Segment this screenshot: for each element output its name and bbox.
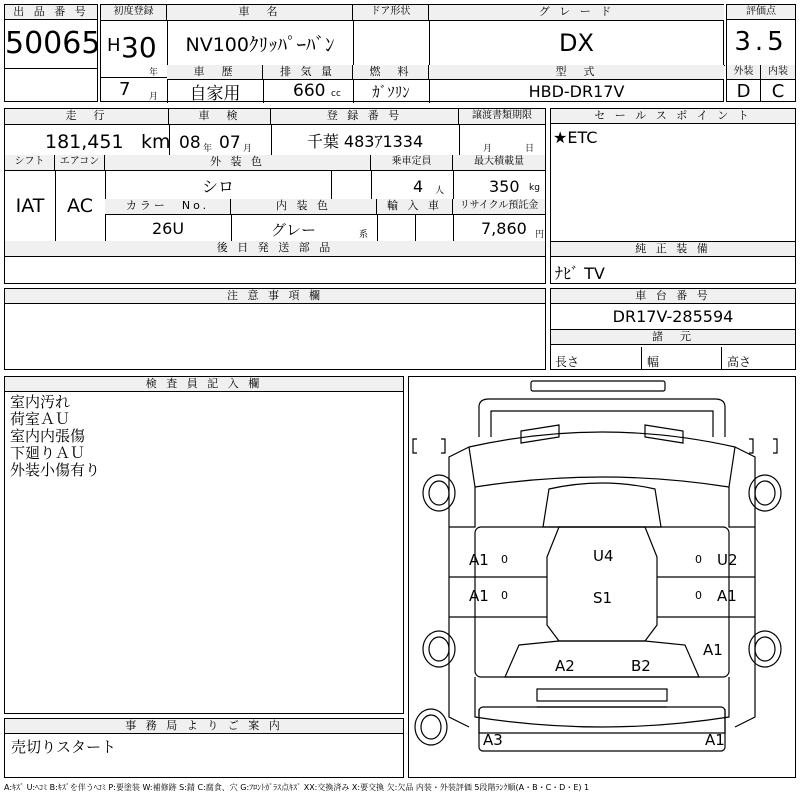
- damage-mark-a1: A1: [705, 731, 725, 749]
- inspector-note: 室内内張傷: [10, 427, 86, 445]
- fuel-label: 燃 料: [353, 65, 429, 80]
- ext-color-value: シロ: [201, 176, 234, 196]
- transfer-month-unit: 月: [483, 144, 493, 154]
- mileage-unit: km: [141, 131, 171, 153]
- color-no-value: 26U: [151, 218, 185, 238]
- dims-width: 幅: [647, 355, 660, 369]
- int-score-label: 内装: [761, 65, 795, 80]
- history-value: 自家用: [189, 83, 241, 104]
- model-value: HBD-DR17V: [528, 81, 625, 101]
- chassis-box: [550, 288, 796, 370]
- car-diagram: [408, 376, 796, 778]
- first-reg-era: H: [107, 35, 121, 56]
- inspection-year-unit: 年: [203, 144, 213, 154]
- inspection-label: 車 検: [169, 109, 271, 125]
- car-name-label: 車 名: [167, 5, 353, 21]
- damage-mark-u2: U2: [717, 551, 738, 569]
- notes-value: [5, 304, 545, 312]
- damage-mark-a3: A3: [483, 731, 503, 749]
- door-label: ドア形状: [353, 5, 429, 21]
- first-reg-month-unit: 月: [149, 92, 159, 102]
- later-parts-label: 後 日 発 送 部 品: [5, 241, 545, 257]
- equipment-label: 純 正 装 備: [551, 241, 795, 257]
- inspector-note: 外装小傷有り: [10, 461, 101, 479]
- seats-label: 乗車定員: [371, 155, 453, 171]
- inspector-note: 荷室ＡＵ: [10, 410, 71, 428]
- max-load-unit: kg: [529, 183, 540, 193]
- damage-mark-zero: 0: [695, 589, 702, 602]
- int-score-value: C: [771, 80, 785, 102]
- color-no-label: カラー No.: [105, 199, 231, 215]
- lot-box: [4, 4, 101, 102]
- notes-box: [4, 288, 546, 370]
- displacement-label: 排 気 量: [263, 65, 353, 80]
- seats-value: 4: [413, 177, 424, 196]
- plate-label: 登 録 番 号: [271, 109, 459, 125]
- damage-mark-a1: A1: [469, 587, 489, 605]
- dims-height: 高さ: [727, 355, 752, 369]
- damage-mark-b2: B2: [631, 657, 651, 675]
- shift-label: シフト: [5, 155, 55, 171]
- import-label: 輸 入 車: [377, 199, 453, 215]
- aircon-label: エアコン: [55, 155, 105, 171]
- transfer-day-unit: 日: [525, 144, 535, 154]
- door-value: [353, 21, 429, 65]
- detail-box: [4, 108, 546, 284]
- inspector-label: 検 査 員 記 入 欄: [5, 377, 403, 392]
- mileage-label: 走 行: [5, 109, 169, 125]
- recycle-unit: 円: [535, 230, 545, 240]
- info-box: [100, 4, 724, 102]
- mileage-value: 181,451: [45, 131, 124, 153]
- inspection-month-unit: 月: [243, 144, 253, 154]
- ext-score-value: D: [727, 80, 761, 102]
- seats-unit: 人: [435, 186, 445, 196]
- sales-point-label: セ ー ル ス ポ イ ン ト: [551, 109, 795, 124]
- damage-mark-a1: A1: [703, 641, 723, 659]
- inspector-box: [4, 376, 404, 714]
- transfer-label: 譲渡書類期限: [459, 109, 545, 125]
- score-label: 評価点: [727, 5, 795, 20]
- office-label: 事 務 局 よ り ご 案 内: [5, 719, 403, 734]
- legend: A:ｷｽﾞ U:ﾍｺﾐ B:ｷｽﾞを伴うﾍｺﾐ P:要塗装 W:補修跡 S:錆 C:腐食、穴 G:ﾌﾛﾝﾄｶﾞﾗｽ点ｷｽﾞ XX:交換済み X:要交換 欠:欠品 内装・外装評価 5段階ﾗﾝｸ順(A・B・C・D・E) 1: [4, 783, 590, 792]
- plate-value: 千葉 483ｱ1334: [306, 131, 424, 151]
- damage-mark-zero: 0: [501, 589, 508, 602]
- int-color-label: 内 装 色: [231, 199, 377, 215]
- max-load-label: 最大積載量: [453, 155, 545, 171]
- history-label: 車 歴: [167, 65, 263, 80]
- first-reg-year-unit: 年: [149, 68, 159, 78]
- office-box: [4, 718, 404, 778]
- displacement-unit: cc: [331, 89, 341, 99]
- damage-mark-a1: A1: [469, 551, 489, 569]
- first-reg-label: 初度登録: [101, 5, 167, 21]
- fuel-value: ｶﾞｿﾘﾝ: [372, 82, 410, 101]
- chassis-value: DR17V-285594: [551, 304, 795, 330]
- chassis-label: 車 台 番 号: [551, 289, 795, 304]
- recycle-value: 7,860: [481, 219, 527, 238]
- int-color-value: グレー: [271, 221, 317, 239]
- dims-label: 諸 元: [551, 330, 795, 345]
- sales-point-value: ★ETC: [553, 128, 598, 147]
- damage-mark-zero: 0: [501, 553, 508, 566]
- int-color-suffix: 系: [359, 230, 369, 240]
- damage-mark-zero: 0: [695, 553, 702, 566]
- damage-mark-a2: A2: [555, 657, 575, 675]
- inspection-month: 07: [219, 133, 241, 153]
- score-value: 3.5: [734, 27, 788, 57]
- inspector-note: 室内汚れ: [10, 393, 71, 411]
- first-reg-month: 7: [119, 79, 131, 100]
- ext-score-label: 外装: [727, 65, 761, 80]
- car-outline: [409, 377, 795, 777]
- notes-label: 注 意 事 項 欄: [5, 289, 545, 304]
- damage-mark-a1: A1: [717, 587, 737, 605]
- dims-length: 長さ: [555, 355, 580, 369]
- car-name-value: NV100ｸﾘｯﾊﾟｰﾊﾞﾝ: [185, 33, 335, 56]
- score-box: [726, 4, 796, 102]
- grade-label: グ レ ー ド: [429, 5, 724, 21]
- max-load-value: 350: [489, 177, 520, 196]
- displacement-value: 660: [293, 81, 326, 101]
- recycle-label: リサイクル預託金: [453, 199, 545, 215]
- grade-value: DX: [559, 29, 594, 57]
- inspection-year: 08: [179, 133, 201, 153]
- shift-value: IAT: [15, 195, 45, 217]
- lot-number: 50065: [5, 20, 97, 69]
- lot-label: 出 品 番 号: [5, 5, 97, 20]
- equipment-value: ﾅﾋﾞ TV: [555, 264, 605, 283]
- inspector-note: 下廻りＡＵ: [10, 444, 86, 462]
- damage-mark-u4: U4: [593, 547, 614, 565]
- damage-mark-s1: S1: [593, 589, 613, 607]
- office-value: 売切りスタート: [11, 738, 117, 756]
- first-reg-year: 30: [121, 31, 157, 64]
- sales-box: [550, 108, 796, 284]
- aircon-value: AC: [67, 195, 93, 217]
- ext-color-label: 外 装 色: [105, 155, 371, 171]
- model-label: 型 式: [429, 65, 724, 80]
